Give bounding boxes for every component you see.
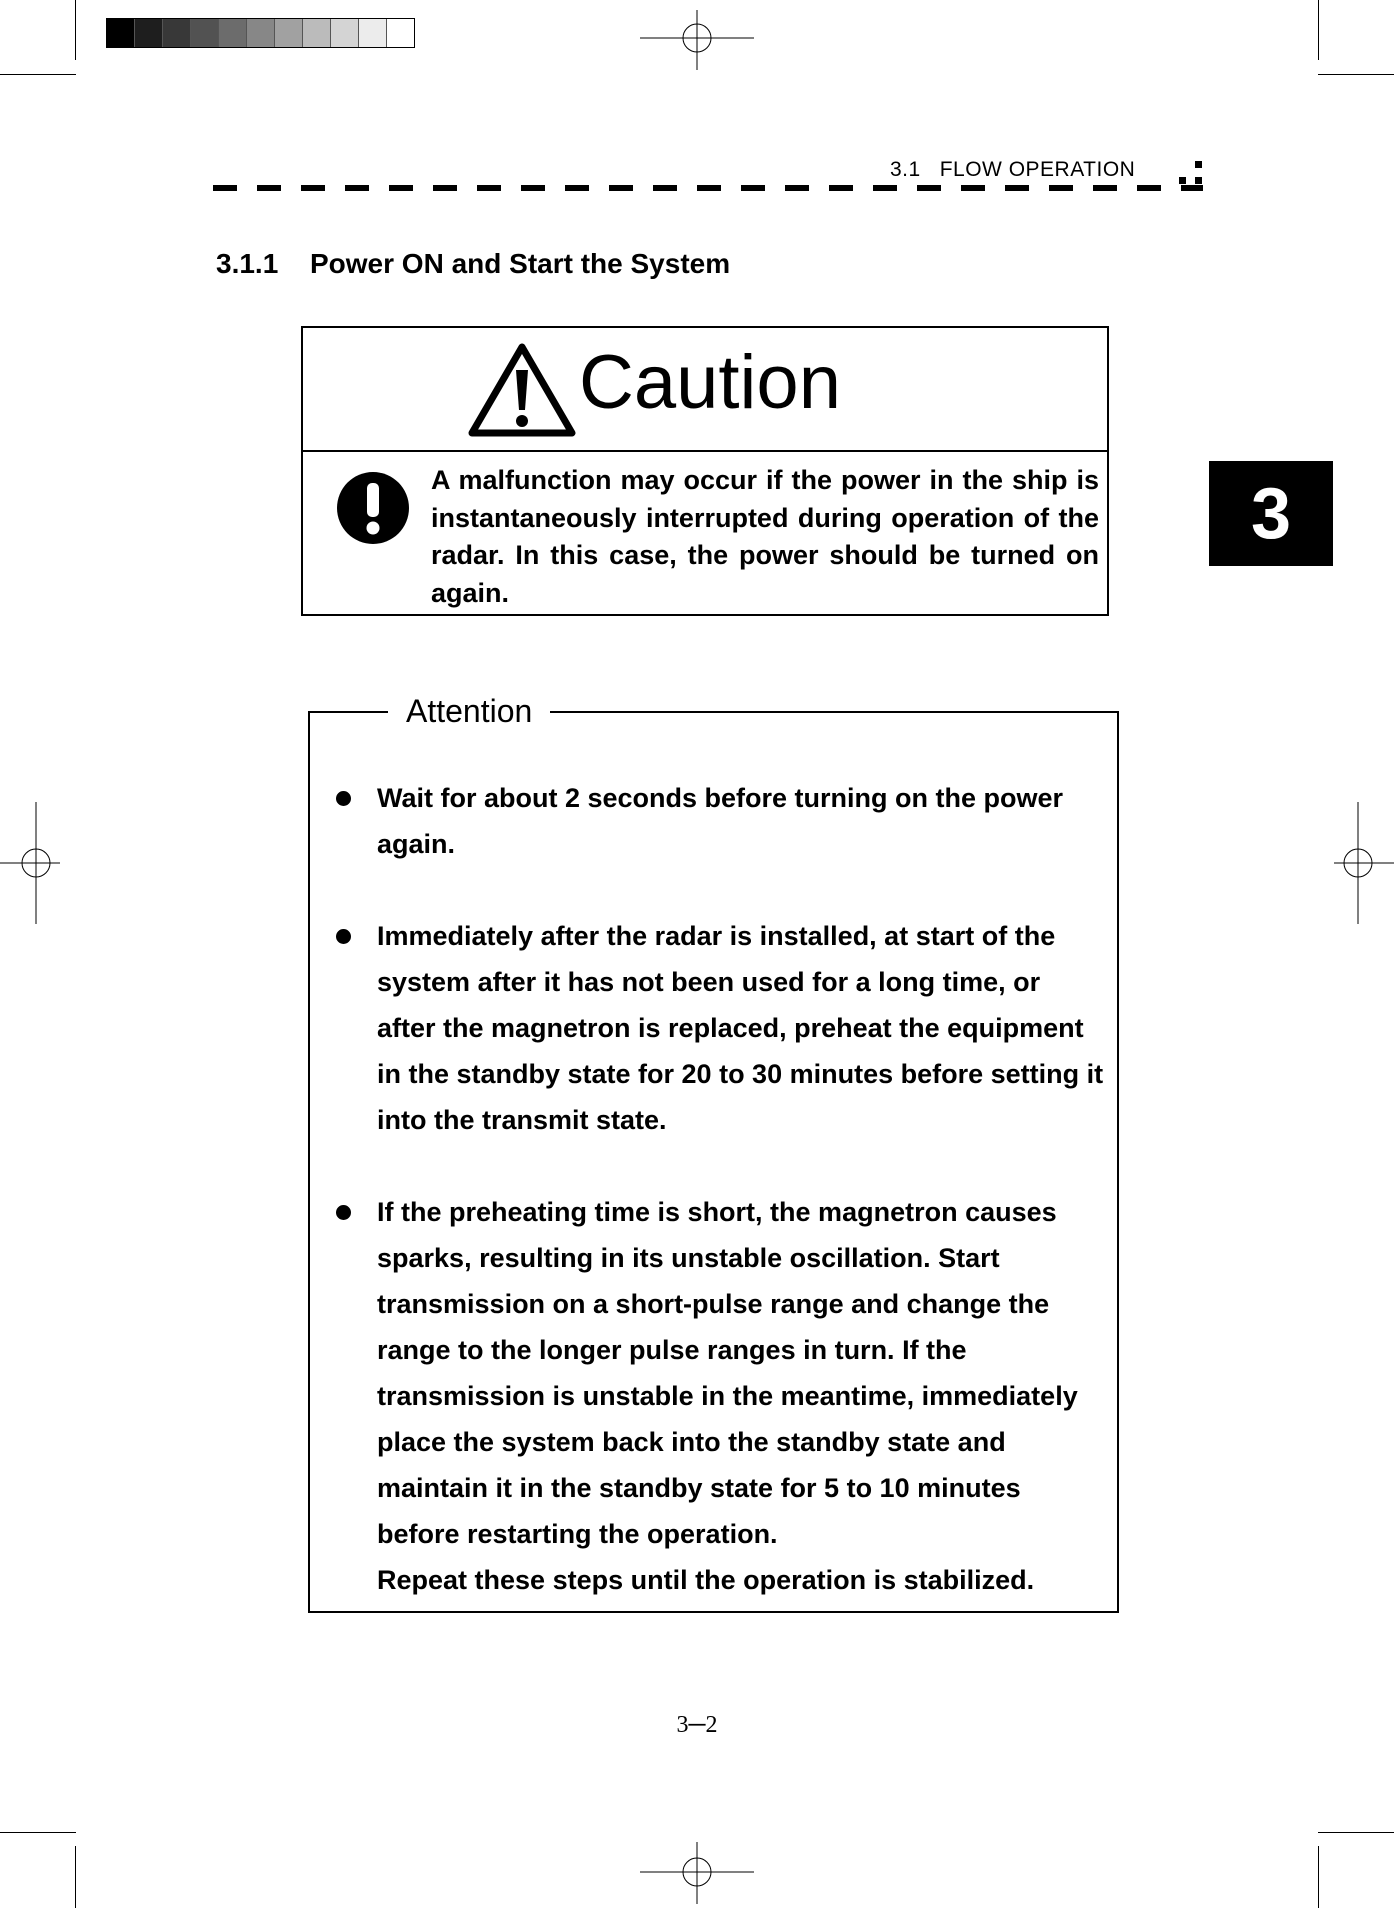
bullet-icon	[336, 1205, 351, 1220]
warning-triangle-icon	[468, 342, 576, 438]
exclamation-circle-icon	[337, 472, 409, 544]
header-dashed-rule	[213, 185, 1203, 191]
list-item-text: Wait for about 2 seconds before turning on the power again.	[377, 783, 1064, 859]
caution-body	[303, 452, 1107, 616]
attention-label: Attention	[388, 691, 550, 731]
header-dots-icon	[1178, 160, 1204, 186]
registration-target-icon	[640, 1842, 754, 1904]
header-section-ref: 3.1 FLOW OPERATION	[890, 158, 1136, 181]
caution-box	[301, 326, 1109, 616]
section-number: 3.1.1	[216, 248, 279, 279]
page-number: 3─2	[676, 1712, 718, 1738]
bullet-icon	[336, 929, 351, 944]
list-item-text: Immediately after the radar is installed, at start of the system after it has not been used for a long time, or after the magnetron is replaced, preheat the equipment in the standby state for 20 to 30 minutes before setting it into the transmit state.	[377, 921, 1104, 1135]
registration-target-icon	[1334, 802, 1394, 924]
grayscale-bar	[106, 18, 415, 48]
registration-target-icon	[0, 802, 60, 924]
list-item-text: Repeat these steps until the operation is stabilized.	[377, 1565, 1035, 1595]
list-item	[336, 1189, 1106, 1603]
section-title	[216, 248, 730, 280]
attention-box	[308, 693, 1119, 1613]
caution-text: A malfunction may occur if the power in the ship is instantaneously interrupted during operation of the radar. In this case, the power should be turned on again.	[431, 465, 1099, 608]
caution-title: Caution	[579, 340, 841, 425]
bullet-icon	[336, 791, 351, 806]
registration-target-icon	[640, 10, 754, 70]
chapter-tab: 3	[1209, 461, 1333, 566]
caution-header	[303, 328, 1107, 452]
list-item	[336, 775, 1106, 867]
attention-list	[336, 775, 1106, 1603]
section-title-text: Power ON and Start the System	[310, 248, 731, 279]
list-item	[336, 913, 1106, 1143]
list-item-text: If the preheating time is short, the magnetron causes sparks, resulting in its unstable oscillation. Start transmission on a short-pulse range and change the range to the longer pulse ranges in turn. If the transmission is unstable in the meantime, immediately place the system back into the standby state and maintain it in the standby state for 5 to 10 minutes before restarting the operation.	[377, 1197, 1078, 1549]
